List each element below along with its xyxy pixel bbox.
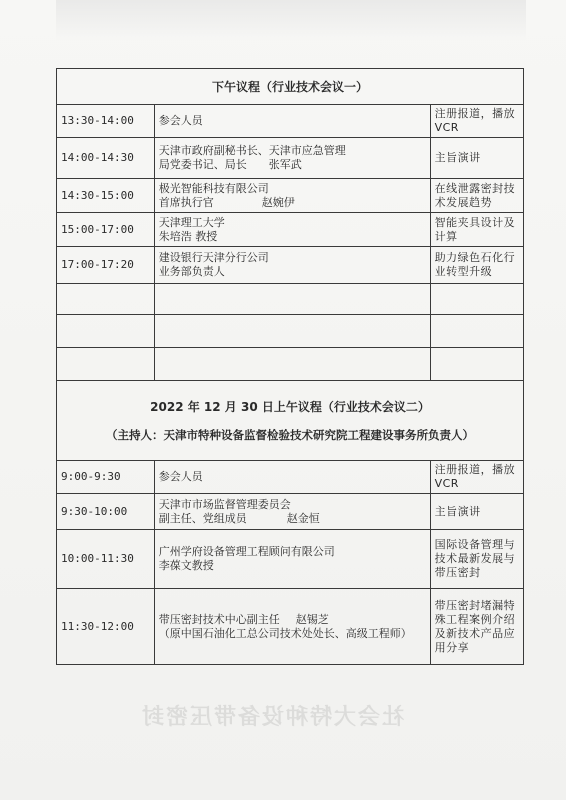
table-row [57,589,524,665]
row-content-line1: 参会人员 [158,470,203,483]
row-content [154,105,430,138]
table-row [57,247,524,284]
row-content-line2: 副主任、党组成员 [158,511,247,525]
row-content-line2-wrap [159,158,426,172]
row-topic: 主旨演讲 [430,138,523,179]
row-topic: 注册报道，播放 VCR [430,461,523,494]
row-topic: 注册报道，播放 VCR [430,105,523,138]
row-time: 10:00-11:30 [57,530,155,589]
row-topic: 智能夹具设计及计算 [430,213,523,247]
row-time: 14:00-14:30 [57,138,155,179]
table-row [57,530,524,589]
session1-header-row [57,69,524,105]
speaker-name: 赵金恒 [286,511,320,525]
session1-title: 下午议程（行业技术会议一） [57,69,524,105]
speaker-name: 赵婉伊 [261,195,295,209]
row-content [154,461,430,494]
row-topic: 在线泄露密封技术发展趋势 [430,179,523,213]
row-content-line1: 天津理工大学 [158,215,225,229]
session2-host: （主持人：天津市特种设备监督检验技术研究院工程建设事务所负责人） [106,427,474,442]
speaker-name: 张军武 [268,158,302,171]
empty-row [57,315,524,348]
row-topic: 带压密封堵漏特殊工程案例介绍及新技术产品应用分享 [430,589,523,665]
agenda-table [56,68,524,665]
row-time: 9:30-10:00 [57,494,155,530]
empty-row [57,348,524,381]
row-time: 11:30-12:00 [57,589,155,665]
table-row [57,213,524,247]
row-content-line2: 局党委书记、局长 [158,158,247,171]
speaker-name: 赵锡芝 [295,612,329,626]
table-row [57,494,524,530]
row-content-line2: 李葆文教授 [158,559,214,572]
table-row [57,179,524,213]
row-content-line2-wrap [159,512,426,526]
empty-row [57,284,524,315]
table-row [57,138,524,179]
row-time: 9:00-9:30 [57,461,155,494]
row-content [154,494,430,530]
row-content-line1: 极光智能科技有限公司 [158,181,269,195]
scan-shadow [56,0,526,40]
row-time: 15:00-17:00 [57,213,155,247]
row-content-line1: 广州学府设备管理工程顾问有限公司 [158,545,335,558]
row-content [154,530,430,589]
bleed-through-text: 社会大特种设备带压密封 [140,704,405,730]
row-topic: 助力绿色石化行业转型升级 [430,247,523,284]
row-content [154,247,430,284]
row-content-line2: （原中国石油化工总公司技术处处长、高级工程师） [158,626,412,640]
row-time: 14:30-15:00 [57,179,155,213]
row-content-line2-wrap [159,196,426,210]
row-content-line2: 业务部负责人 [158,265,225,278]
row-topic: 主旨演讲 [430,494,523,530]
row-content-line2: 首席执行官 [158,195,214,209]
row-topic: 国际设备管理与技术最新发展与带压密封 [430,530,523,589]
table-row [57,105,524,138]
row-content [154,179,430,213]
session2-header-row [57,381,524,461]
row-content-line1: 天津市市场监督管理委员会 [158,497,291,511]
row-time: 13:30-14:00 [57,105,155,138]
row-content-line1-wrap [159,613,426,627]
table-row [57,461,524,494]
row-content [154,213,430,247]
row-content-line1: 建设银行天津分行公司 [158,251,269,264]
session2-title: 2022 年 12 月 30 日上午议程（行业技术会议二） [150,399,430,414]
row-content-line1: 参会人员 [158,114,203,127]
row-content [154,589,430,665]
row-content-line2: 朱培浩 教授 [158,229,218,243]
row-content [154,138,430,179]
row-content-line1: 带压密封技术中心副主任 [158,612,280,626]
row-content-line1: 天津市政府副秘书长、天津市应急管理 [158,144,346,157]
row-time: 17:00-17:20 [57,247,155,284]
